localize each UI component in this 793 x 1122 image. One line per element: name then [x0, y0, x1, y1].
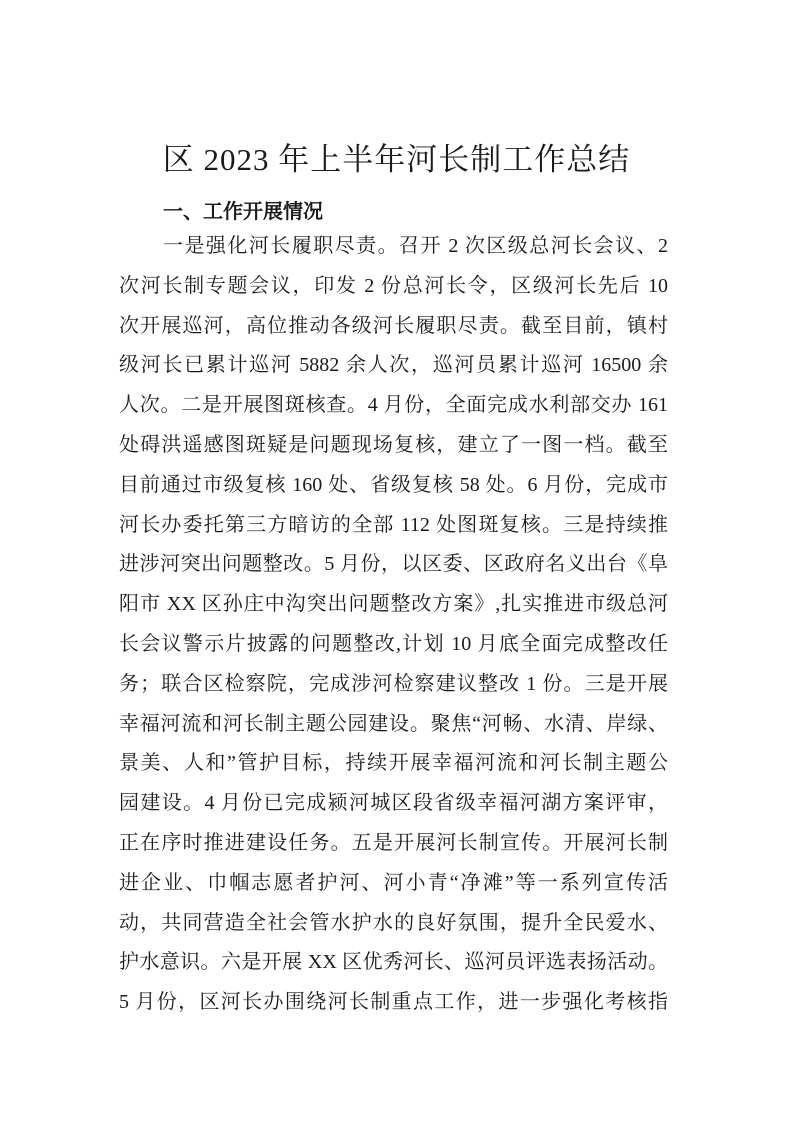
paragraph-line: 园建设。4 月份已完成颍河城区段省级幸福河湖方案评审，	[119, 792, 668, 815]
paragraph-line: 进企业、巾帼志愿者护河、河小青“净滩”等一系列宣传活	[119, 871, 668, 894]
paragraph-line: 长会议警示片披露的问题整改,计划 10 月底全面完成整改任	[119, 632, 668, 655]
paragraph-line: 阳市 XX 区孙庄中沟突出问题整改方案》,扎实推进市级总河	[119, 593, 668, 616]
paragraph-line: 正在序时推进建设任务。五是开展河长制宣传。开展河长制	[119, 831, 668, 854]
paragraph-line: 次开展巡河，高位推动各级河长履职尽责。截至目前，镇村	[119, 314, 668, 337]
paragraph-line: 动，共同营造全社会管水护水的良好氛围，提升全民爱水、	[119, 911, 668, 934]
paragraph-line: 务；联合区检察院，完成涉河检察建议整改 1 份。三是开展	[119, 672, 668, 695]
paragraph-line: 5 月份，区河长办围绕河长制重点工作，进一步强化考核指	[119, 991, 668, 1014]
paragraph-line: 幸福河流和河长制主题公园建设。聚焦“河畅、水清、岸绿、	[119, 712, 668, 735]
paragraph-line: 级河长已累计巡河 5882 余人次，巡河员累计巡河 16500 余	[119, 354, 668, 377]
paragraph-line: 目前通过市级复核 160 处、省级复核 58 处。6 月份，完成市	[119, 473, 668, 496]
paragraph-line: 护水意识。六是开展 XX 区优秀河长、巡河员评选表扬活动。	[119, 951, 668, 974]
paragraph-line: 进涉河突出问题整改。5 月份，以区委、区政府名义出台《阜	[119, 553, 668, 576]
paragraph-line: 次河长制专题会议，印发 2 份总河长令，区级河长先后 10	[119, 274, 668, 297]
document-title: 区 2023 年上半年河长制工作总结	[162, 142, 631, 177]
paragraph-line: 景美、人和”管护目标，持续开展幸福河流和河长制主题公	[119, 752, 668, 775]
section-heading: 一、工作开展情况	[163, 199, 323, 223]
paragraph-line: 河长办委托第三方暗访的全部 112 处图斑复核。三是持续推	[119, 513, 668, 536]
paragraph-line: 处碍洪遥感图斑疑是问题现场复核，建立了一图一档。截至	[119, 433, 668, 456]
body-paragraph	[119, 232, 668, 1028]
paragraph-line: 一是强化河长履职尽责。召开 2 次区级总河长会议、2	[163, 235, 668, 257]
paragraph-line: 人次。二是开展图斑核查。4 月份，全面完成水利部交办 161	[119, 394, 668, 417]
